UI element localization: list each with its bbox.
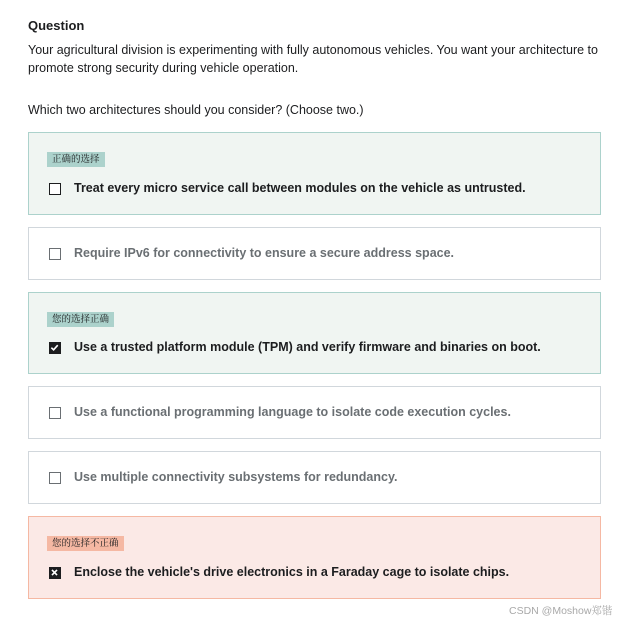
answer-text-4: Use a functional programming language to isolate code execution cycles. bbox=[74, 405, 511, 419]
answer-text-5: Use multiple connectivity subsystems for redundancy. bbox=[74, 470, 398, 484]
answer-option-4[interactable] bbox=[28, 386, 601, 439]
your-choice-incorrect-badge: 您的选择不正确 bbox=[47, 536, 124, 551]
question-label: Question bbox=[28, 18, 85, 33]
answer-option-5[interactable] bbox=[28, 451, 601, 504]
watermark: CSDN @Moshow郑锴 bbox=[509, 605, 613, 617]
answer-option-3[interactable] bbox=[28, 292, 601, 374]
checkbox-option-1[interactable] bbox=[49, 183, 61, 195]
checkbox-option-2[interactable] bbox=[49, 248, 61, 260]
answer-option-2[interactable] bbox=[28, 227, 601, 280]
answer-text-2: Require IPv6 for connectivity to ensure a secure address space. bbox=[74, 246, 455, 260]
x-mark-icon bbox=[50, 568, 59, 577]
answer-text-6: Enclose the vehicle's drive electronics in a Faraday cage to isolate chips. bbox=[74, 565, 510, 579]
checkbox-option-5[interactable] bbox=[49, 472, 61, 484]
answer-option-6[interactable] bbox=[28, 516, 601, 599]
checkbox-option-6[interactable] bbox=[49, 567, 61, 579]
answer-text-3: Use a trusted platform module (TPM) and verify firmware and binaries on boot. bbox=[74, 340, 541, 354]
answer-option-1[interactable] bbox=[28, 132, 601, 215]
answer-text-1: Treat every micro service call between modules on the vehicle as untrusted. bbox=[74, 181, 526, 195]
checkbox-option-4[interactable] bbox=[49, 407, 61, 419]
correct-choice-badge: 正确的选择 bbox=[47, 152, 105, 167]
question-text: Your agricultural division is experimenting with fully autonomous vehicles. You want your architecture to promote strong security during vehicle operation. bbox=[28, 43, 598, 75]
checkbox-option-3[interactable] bbox=[49, 342, 61, 354]
checkmark-icon bbox=[50, 343, 59, 352]
your-choice-correct-badge: 您的选择正确 bbox=[47, 312, 114, 327]
question-prompt: Which two architectures should you consider? (Choose two.) bbox=[28, 103, 364, 117]
